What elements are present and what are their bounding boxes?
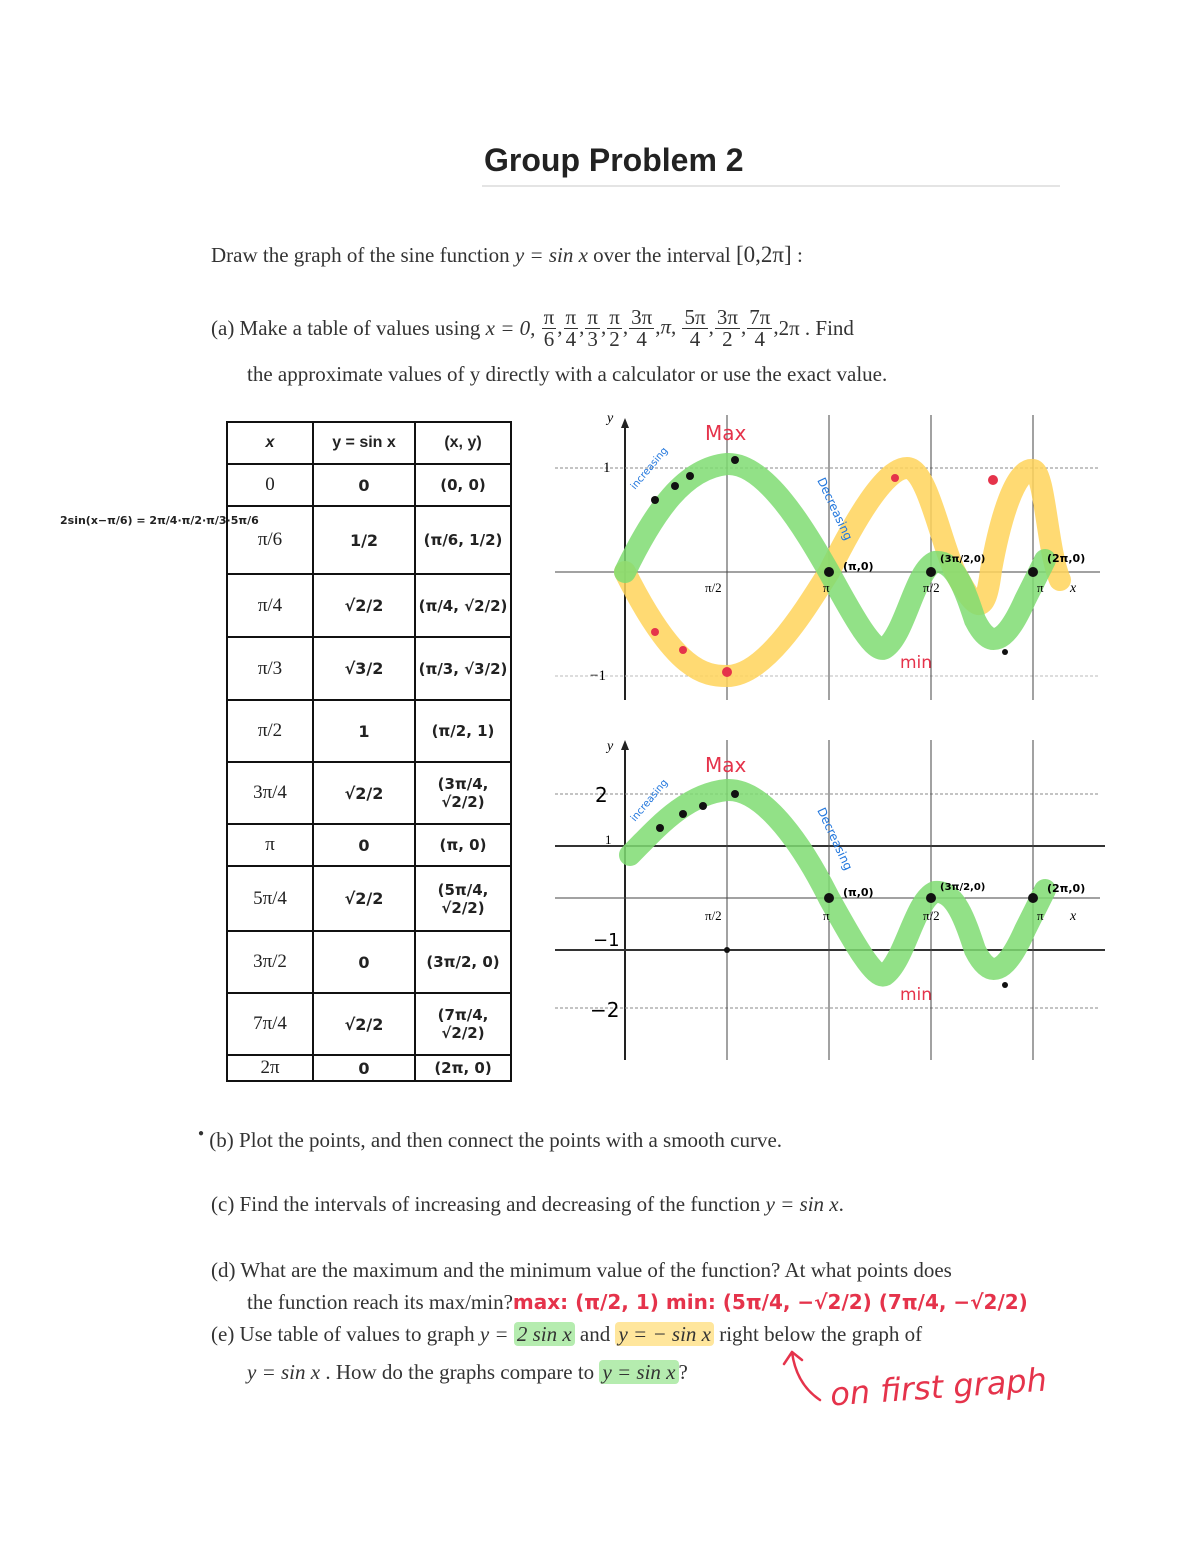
table-row (227, 574, 511, 637)
fraction-denominator: 2 (722, 326, 733, 351)
comma: , (773, 313, 779, 338)
x-value-fraction (564, 304, 579, 351)
cell-x-value: 3π/2 (227, 931, 313, 993)
fraction-denominator: 4 (754, 326, 765, 351)
comma: , (557, 313, 563, 338)
g1-point (926, 567, 936, 577)
graph-2 (555, 739, 1105, 1060)
g2-increasing-label: increasing (628, 777, 671, 824)
part-d-handwritten-answer: max: (π/2, 1) min: (5π/4, −√2/2) (7π/4, −√2/2) (512, 1290, 1028, 1314)
g1-point-3pi2: (3π/2,0) (940, 554, 986, 565)
values-table (226, 421, 512, 1082)
cell-x-value: π/3 (227, 637, 313, 700)
part-e-line2 (247, 1360, 688, 1385)
intro-interval: [0,2π] (736, 242, 792, 267)
g1-tick-pi2: π/2 (705, 580, 722, 595)
table-row (227, 931, 511, 993)
cell-x-value: π (227, 824, 313, 866)
cell-y-value: 0 (313, 464, 415, 506)
g2-tick-2pi: π (1037, 908, 1044, 923)
cell-y-value: √2/2 (313, 866, 415, 931)
cell-point-value: (0, 0) (415, 464, 511, 506)
g1-point (824, 567, 834, 577)
g1-tick-pi: π (823, 580, 830, 595)
col-header-point: (x, y) (415, 422, 511, 464)
cell-x-value: π/2 (227, 700, 313, 762)
g2-tick-pi: π (823, 908, 830, 923)
fraction-denominator: 4 (565, 326, 577, 351)
table-row (227, 762, 511, 824)
part-a-line2: the approximate values of y directly with a calculator or use the exact value. (247, 362, 888, 386)
part-a-label: (a) Make a table of values using (211, 315, 481, 340)
g2-y-label: y (607, 739, 614, 754)
g2-tick-1: 1 (605, 832, 612, 847)
g2-y-arrow-icon (621, 740, 629, 750)
fraction-numerator: π (609, 304, 620, 329)
cell-y-value: 0 (313, 824, 415, 866)
cell-point-value: (π/3, √3/2) (415, 637, 511, 700)
g1-tick-1: 1 (603, 460, 611, 476)
part-b-text: (b) Plot the points, and then connect the points with a smooth curve. (209, 1128, 783, 1152)
fraction-numerator: π (587, 304, 598, 329)
g1-point (722, 667, 732, 677)
graph-1 (555, 411, 1100, 700)
x-value-fraction (542, 304, 557, 351)
table-row (227, 993, 511, 1055)
x-value-2pi: 2π . Find (778, 315, 854, 340)
table-row (227, 637, 511, 700)
g1-point (671, 482, 679, 490)
g1-tick-3pi2: π/2 (923, 580, 940, 595)
cell-x-value: π/6 (227, 506, 313, 574)
g2-tick-pi2: π/2 (705, 908, 722, 923)
cell-x-value: π/4 (227, 574, 313, 637)
cell-point-value: (7π/4, √2/2) (415, 993, 511, 1055)
intro-post: : (791, 243, 803, 267)
part-e-line2-post: ? (678, 1360, 688, 1384)
side-handwritten-note: 2sin(x−π/6) = 2π/4·π/2·π/3·5π/6 (60, 514, 259, 527)
table-header-row (227, 422, 511, 464)
fraction-denominator: 4 (636, 326, 647, 351)
cell-point-value: (5π/4, √2/2) (415, 866, 511, 931)
cell-y-value: √2/2 (313, 574, 415, 637)
g1-point (679, 646, 687, 654)
part-e-post: right below the graph of (713, 1322, 923, 1346)
g1-point-pi: (π,0) (843, 560, 874, 573)
g1-point (651, 628, 659, 636)
part-c-eq: y = sin x (765, 1192, 839, 1216)
table-body (227, 464, 511, 1081)
bullet-dot-icon: ● (198, 1128, 205, 1139)
g1-point (686, 472, 694, 480)
part-a-line1 (211, 300, 854, 356)
cell-y-value: 0 (313, 1055, 415, 1081)
part-e-and: and (574, 1322, 616, 1346)
g1-point (731, 456, 739, 464)
g2-decreasing-label: Decreasing (814, 805, 856, 873)
cell-y-value: 1/2 (313, 506, 415, 574)
g1-tick-m1: −1 (590, 668, 606, 684)
g2-x-label: x (1070, 909, 1077, 924)
part-c-post: . (838, 1192, 844, 1216)
table-row (227, 824, 511, 866)
g2-point (1028, 893, 1038, 903)
part-e-line2-eq: y = sin x (247, 1360, 321, 1384)
comma: , (655, 313, 661, 338)
g1-max-label: Max (705, 421, 747, 445)
x-value-fraction (747, 304, 772, 351)
g1-decreasing-label: Decreasing (814, 475, 856, 543)
fraction-numerator: 5π (684, 304, 706, 329)
x-value-fraction (682, 304, 707, 351)
table-row (227, 506, 511, 574)
comma: , (579, 313, 585, 338)
x-value-fraction (585, 304, 600, 351)
x-values-lead: x = 0, (485, 315, 536, 340)
x-value-fraction (607, 304, 622, 351)
cell-point-value: (π/4, √2/2) (415, 574, 511, 637)
table-row (227, 1055, 511, 1081)
g1-x-label: x (1070, 581, 1077, 596)
part-e-eq2: y = − sin x (615, 1322, 714, 1346)
g1-point (988, 475, 998, 485)
g1-increasing-label: increasing (628, 445, 671, 492)
part-e-line2-eq2: y = sin x (599, 1360, 678, 1384)
handwritten-note-first-graph: on first graph (828, 1360, 1048, 1414)
fraction-numerator: 3π (716, 304, 738, 329)
cell-point-value: (3π/2, 0) (415, 931, 511, 993)
part-c (211, 1192, 844, 1217)
part-d-line1: (d) What are the maximum and the minimum value of the function? At what points does (211, 1258, 952, 1282)
cell-point-value: (3π/4, √2/2) (415, 762, 511, 824)
g1-point (1028, 567, 1038, 577)
part-c-text: (c) Find the intervals of increasing and decreasing of the function (211, 1192, 766, 1216)
g1-y-label: y (607, 411, 614, 426)
g1-point (651, 496, 659, 504)
table-row (227, 700, 511, 762)
g1-min-label: min (900, 653, 933, 673)
fraction-numerator: π (565, 304, 577, 329)
page-title: Group Problem 2 (484, 142, 744, 178)
cell-point-value: (2π, 0) (415, 1055, 511, 1081)
part-e-pre: (e) Use table of values to graph (211, 1322, 480, 1346)
part-d-line2 (247, 1290, 1028, 1315)
g2-point (731, 790, 739, 798)
g1-point (1002, 649, 1008, 655)
cell-y-value: 0 (313, 931, 415, 993)
sine-graphs (555, 410, 1115, 1070)
cell-x-value: 7π/4 (227, 993, 313, 1055)
comma: , (670, 313, 682, 338)
cell-x-value: 3π/4 (227, 762, 313, 824)
cell-y-value: 1 (313, 700, 415, 762)
g2-tick-m2: −2 (590, 998, 620, 1022)
g2-point (679, 810, 687, 818)
x-value-pi: π (660, 313, 671, 338)
title-divider (482, 185, 1060, 187)
g2-point-3pi2: (3π/2,0) (940, 882, 986, 893)
intro-pre: Draw the graph of the sine function (211, 243, 515, 267)
fraction-denominator: 2 (609, 326, 620, 351)
g2-min-label: min (900, 985, 933, 1005)
cell-point-value: (π/6, 1/2) (415, 506, 511, 574)
fraction-denominator: 4 (689, 326, 701, 351)
g2-tick-2: 2 (595, 783, 608, 807)
fraction-numerator: 3π (631, 304, 653, 329)
g2-tick-m1: −1 (593, 930, 620, 951)
g1-tick-2pi: π (1037, 580, 1044, 595)
cell-x-value: 0 (227, 464, 313, 506)
x-value-fractions (541, 304, 779, 351)
g2-point (824, 893, 834, 903)
x-value-fraction (715, 304, 740, 351)
g2-tick-3pi2: π/2 (923, 908, 940, 923)
table-row (227, 866, 511, 931)
col-header-x: x (227, 422, 313, 464)
part-b (198, 1128, 782, 1153)
cell-x-value: 5π/4 (227, 866, 313, 931)
g2-point (1002, 982, 1008, 988)
table-row (227, 464, 511, 506)
g2-point-2pi: (2π,0) (1047, 882, 1086, 895)
g2-point (926, 893, 936, 903)
x-value-fraction (629, 304, 654, 351)
part-d-line2-text: the function reach its max/min? (247, 1290, 513, 1314)
g2-point (724, 947, 730, 953)
intro-eq: y = sin x (514, 243, 588, 267)
fraction-denominator: 3 (587, 326, 598, 351)
cell-y-value: √2/2 (313, 762, 415, 824)
part-e-line2-mid: . How do the graphs compare to (320, 1360, 600, 1384)
comma: , (622, 313, 629, 338)
cell-point-value: (π, 0) (415, 824, 511, 866)
fraction-numerator: π (543, 304, 555, 329)
g2-point-pi: (π,0) (843, 886, 874, 899)
intro-line (211, 242, 803, 268)
cell-y-value: √3/2 (313, 637, 415, 700)
g2-max-label: Max (705, 753, 747, 777)
g1-y-arrow-icon (621, 418, 629, 428)
comma: , (600, 313, 607, 338)
cell-point-value: (π/2, 1) (415, 700, 511, 762)
g2-point (699, 802, 707, 810)
fraction-denominator: 6 (543, 326, 555, 351)
comma: , (708, 313, 714, 338)
g1-point-2pi: (2π,0) (1047, 552, 1086, 565)
cell-y-value: √2/2 (313, 993, 415, 1055)
g2-point (656, 824, 664, 832)
col-header-y: y = sin x (313, 422, 415, 464)
part-e-eq1-a: y = (479, 1322, 514, 1346)
g1-point (891, 474, 899, 482)
fraction-numerator: 7π (749, 304, 771, 329)
cell-x-value: 2π (227, 1055, 313, 1081)
part-e-eq1-b: 2 sin x (514, 1322, 575, 1346)
comma: , (740, 313, 747, 338)
intro-mid: over the interval (587, 243, 737, 267)
